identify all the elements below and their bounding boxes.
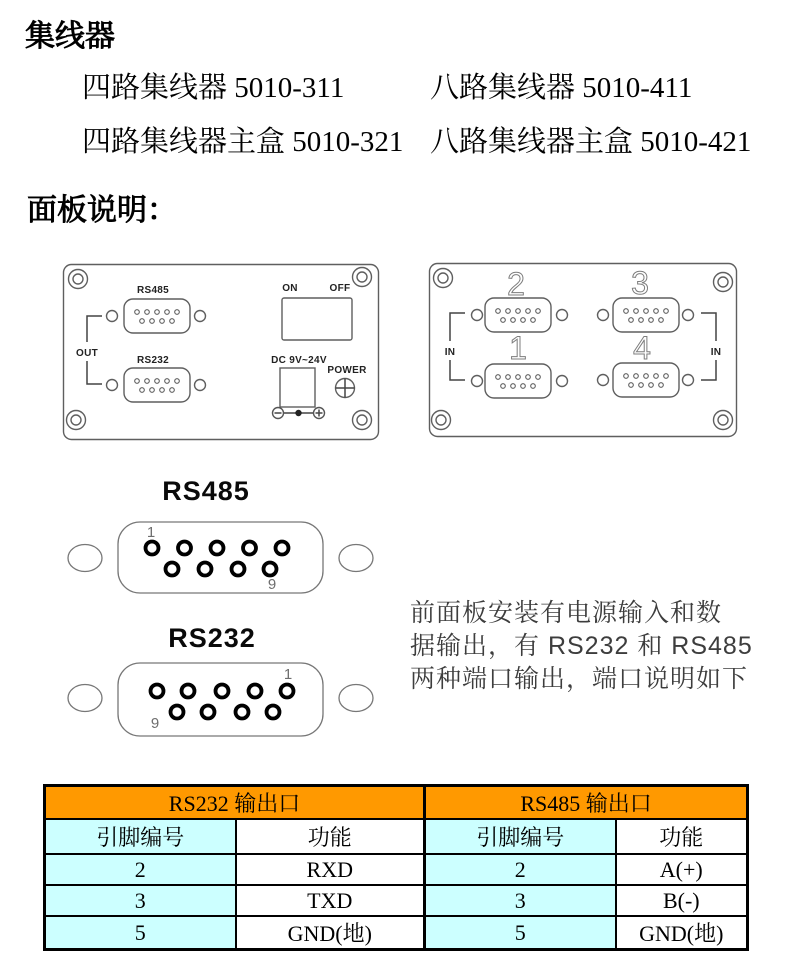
product-item-5010-321: 四路集线器主盒 5010-321 <box>82 126 404 158</box>
port-4-number: 4 <box>633 330 651 366</box>
product-item-5010-421: 八路集线器主盒 5010-421 <box>430 126 752 158</box>
rs485-figure-title: RS485 <box>162 476 250 506</box>
table-row <box>45 854 748 885</box>
port-1-connector-icon <box>485 364 551 398</box>
port-3-connector-icon <box>613 298 679 332</box>
pin-9-label: 9 <box>150 715 160 732</box>
col-header-pin: 引脚编号 <box>425 819 616 854</box>
cell-function: RXD <box>236 854 425 885</box>
table-row <box>45 819 748 854</box>
cell-pin: 2 <box>45 854 236 885</box>
cell-pin: 5 <box>425 916 616 950</box>
pin-1-label: 1 <box>146 524 156 541</box>
power-switch <box>282 298 352 340</box>
dc-jack <box>280 368 315 407</box>
panel-description <box>410 597 753 696</box>
power-led-label: POWER <box>327 365 367 376</box>
rs232-group-header: RS232 输出口 <box>45 786 425 820</box>
page-title: 集线器 <box>25 20 115 53</box>
port-3-number: 3 <box>631 265 649 301</box>
mount-hole <box>107 380 118 391</box>
rs232-figure-title: RS232 <box>168 623 256 653</box>
description-line: 前面板安装有电源输入和数 <box>410 599 723 627</box>
on-label: ON <box>282 283 298 294</box>
screw-hole <box>432 411 451 430</box>
mount-hole <box>107 311 118 322</box>
rs485-port-label: RS485 <box>136 285 170 296</box>
port-2-number: 2 <box>507 266 525 302</box>
table-row <box>45 916 748 950</box>
power-led-icon <box>336 379 355 398</box>
mount-hole <box>195 380 206 391</box>
pin-table <box>43 784 749 951</box>
cell-function: GND(地) <box>616 916 748 950</box>
description-line: 两种端口输出，端口说明如下 <box>410 665 749 693</box>
port-4-connector-icon <box>613 363 679 397</box>
dc-input-label: DC 9V~24V <box>271 355 327 366</box>
screw-hole <box>353 411 372 430</box>
input-panel-diagram <box>428 262 738 438</box>
port-2-connector-icon <box>485 298 551 332</box>
col-header-function: 功能 <box>236 819 425 854</box>
cell-pin: 3 <box>45 885 236 916</box>
screw-hole <box>434 269 453 288</box>
screw-hole <box>67 411 86 430</box>
cell-pin: 5 <box>45 916 236 950</box>
screw-hole <box>714 411 733 430</box>
product-item-5010-411: 八路集线器 5010-411 <box>430 72 693 104</box>
screw-hole <box>353 268 372 287</box>
rs485-group-header: RS485 输出口 <box>425 786 748 820</box>
pin-9-label: 9 <box>267 576 277 593</box>
table-row <box>45 885 748 916</box>
polarity-symbol <box>272 408 325 419</box>
cell-function: B(-) <box>616 885 748 916</box>
rs232-port-label: RS232 <box>136 355 170 366</box>
port-1-number: 1 <box>509 330 527 366</box>
screw-hole <box>69 270 88 289</box>
panel-section-heading: 面板说明： <box>27 194 177 227</box>
product-item-5010-311: 四路集线器 5010-311 <box>82 72 345 104</box>
table-row <box>45 786 748 820</box>
mount-hole <box>195 311 206 322</box>
col-header-function: 功能 <box>616 819 748 854</box>
cell-pin: 2 <box>425 854 616 885</box>
cell-pin: 3 <box>425 885 616 916</box>
rs485-pinout <box>68 522 373 593</box>
off-label: OFF <box>329 283 351 294</box>
rs232-pinout <box>68 663 373 736</box>
col-header-pin: 引脚编号 <box>45 819 236 854</box>
out-label: OUT <box>75 348 99 359</box>
rs232-connector-icon <box>124 368 190 402</box>
cell-function: A(+) <box>616 854 748 885</box>
cell-function: GND(地) <box>236 916 425 950</box>
panel-outline <box>430 264 737 437</box>
pin-1-label: 1 <box>283 666 293 683</box>
screw-hole <box>714 273 733 292</box>
cell-function: TXD <box>236 885 425 916</box>
connector-pinout-figures <box>55 470 395 770</box>
front-panel-diagram <box>62 263 380 441</box>
description-line: 据输出，有 RS232 和 RS485 <box>410 632 753 660</box>
in-label-left: IN <box>444 347 456 358</box>
in-label-right: IN <box>710 347 722 358</box>
rs485-connector-icon <box>124 299 190 333</box>
